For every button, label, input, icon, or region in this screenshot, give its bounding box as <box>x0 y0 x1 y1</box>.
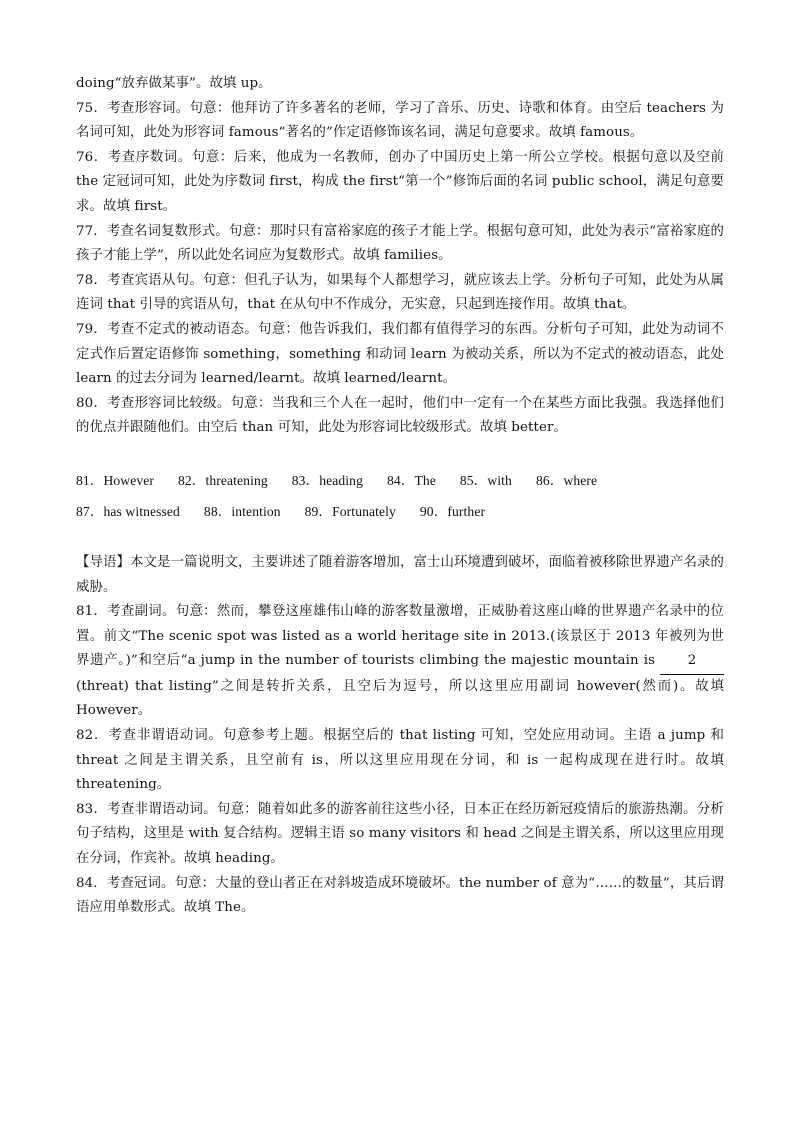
explanation-81-after: (threat) that listing”之间是转折关系，且空后为逗号，所以这里应用副词 however(然而)。故填 However。 <box>76 678 724 719</box>
answer-84: 84．The <box>386 472 436 488</box>
explanation-75: 75．考查形容词。句意：他拜访了许多著名的老师，学习了音乐、历史、诗歌和体育。由空后 teachers 为名词可知，此处为形容词 famous“著名的”作定语修饰该名词，满足句意要求。故填 famous。 <box>76 100 724 141</box>
explanation-82: 82．考查非谓语动词。句意参考上题。根据空后的 that listing 可知，空处应用动词。主语 a jump 和 threat 之间是主谓关系，且空前有 is，所以这里应用现在分词，和 is 一起构成现在进行时。故填 threatening。 <box>76 728 724 793</box>
explanation-79: 79．考查不定式的被动语态。句意：他告诉我们，我们都有值得学习的东西。分析句子可知，此处为动词不定式作后置定语修饰 something，something 和动词 learn 为被动关系，所以为不定式的被动语态，此处 learn 的过去分词为 learned/learnt。故填 learned/learnt。 <box>76 321 724 387</box>
answer-86: 86．where <box>535 472 598 488</box>
passage-intro: 【导语】本文是一篇说明文，主要讲述了随着游客增加，富士山环境遭到破坏，面临着被移除世界遗产名录的威胁。 <box>76 554 724 595</box>
explanation-83: 83．考查非谓语动词。句意：随着如此多的游客前往这些小径，日本正在经历新冠疫情后的旅游热潮。分析句子结构，这里是 with 复合结构。逻辑主语 so many visitors 和 head 之间是主谓关系，所以这里应用现在分词，作宾补。故填 heading。 <box>76 801 724 867</box>
answer-81: 81．However <box>76 472 155 488</box>
explanation-80: 80．考查形容词比较级。句意：当我和三个人在一起时，他们中一定有一个在某些方面比我强。我选择他们的优点并跟随他们。由空后 than 可知，此处为形容词比较级形式。故填 better。 <box>76 395 724 436</box>
document-page <box>76 72 724 921</box>
explanation-77: 77．考查名词复数形式。句意：那时只有富裕家庭的孩子才能上学。根据句意可知，此处为表示“富裕家庭的孩子才能上学”，所以此处名词应为复数形式。故填 families。 <box>76 223 724 264</box>
answer-85: 85．with <box>459 472 512 488</box>
fill-blank: 2 <box>660 649 724 675</box>
explanation-76: 76．考查序数词。句意：后来，他成为一名教师，创办了中国历史上第一所公立学校。根据句意以及空前 the 定冠词可知，此处为序数词 first，构成 the first“第一个”修饰后面的名词 public school，满足句意要求。故填 first。 <box>76 149 724 214</box>
explanation-81-before: 81．考查副词。句意：然而，攀登这座雄伟山峰的游客数量激增，正威胁着这座山峰的世界遗产名录中的位置。前文“The scenic spot was listed as a world heritage site in 2013.(该景区于 2013 年被列为世界遗产。)”和空后“a jump in the number of tourists climbing the majestic mountain is <box>76 604 724 669</box>
answer-83: 83．heading <box>291 472 363 488</box>
explanation-81 <box>76 600 724 724</box>
answer-key <box>76 465 724 527</box>
explanation-78: 78．考查宾语从句。句意：但孔子认为，如果每个人都想学习，就应该去上学。分析句子可知，此处为从属连词 that 引导的宾语从句，that 在从句中不作成分，无实意，只起到连接作用。故填 that。 <box>76 272 724 313</box>
answer-90: 90．further <box>419 503 486 519</box>
explanation-74-tail: doing“放弃做某事”。故填 up。 <box>76 76 272 91</box>
explanation-84: 84．考查冠词。句意：大量的登山者正在对斜坡造成环境破坏。the number of 意为“……的数量”，其后谓语应用单数形式。故填 The。 <box>76 875 724 916</box>
answer-89: 89．Fortunately <box>304 503 396 519</box>
answer-88: 88．intention <box>203 503 281 519</box>
answer-87: 87．has witnessed <box>76 503 180 519</box>
answer-82: 82．threatening <box>178 472 268 488</box>
